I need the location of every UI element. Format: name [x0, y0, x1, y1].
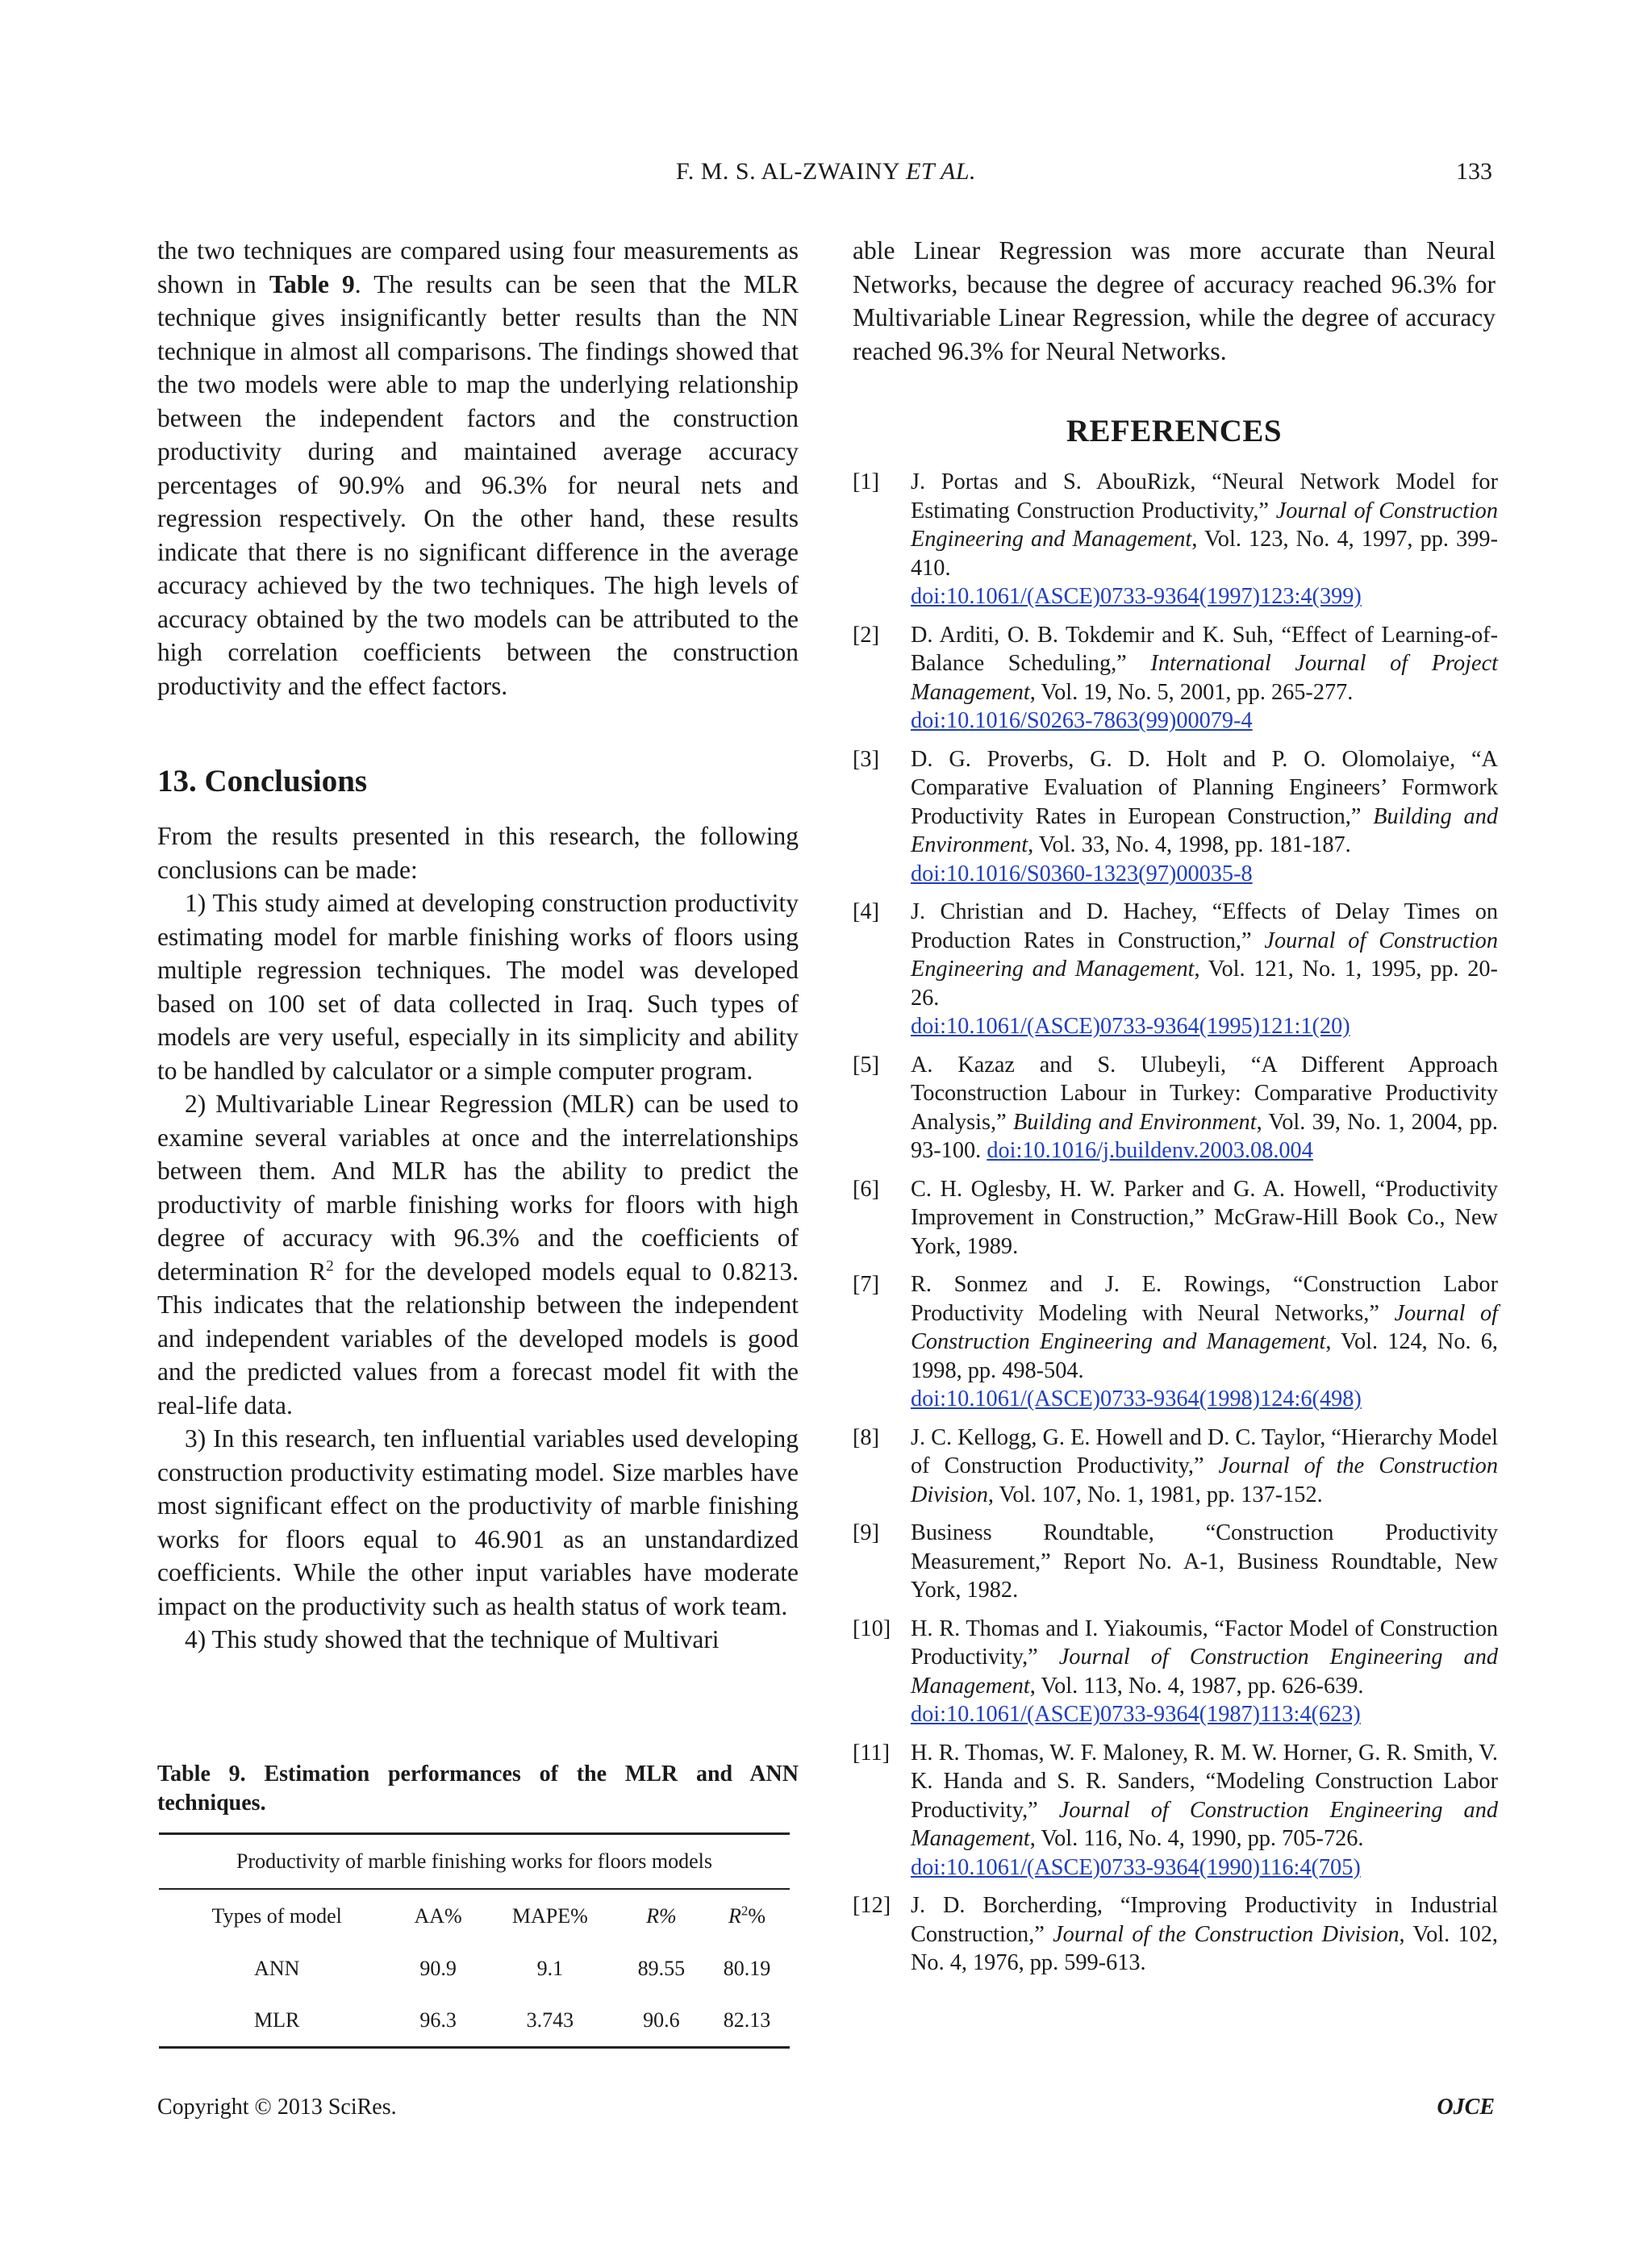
reference-number: [11]	[853, 1740, 891, 1766]
reference-doi-link[interactable]: doi:10.1061/(ASCE)0733-9364(1990)116:4(705)	[911, 1854, 1361, 1880]
reference-doi-link[interactable]: doi:10.1061/(ASCE)0733-9364(1998)124:6(498)	[911, 1386, 1362, 1411]
reference-journal: Journal of the Construction Division	[1053, 1921, 1400, 1947]
references-list	[853, 468, 1498, 1987]
reference-text: D. Arditi, O. B. Tokdemir and K. Suh, “Effect of Learning-of-Balance Scheduling,” International Journal of Project Management, Vol. 19, No. 5, 2001, pp. 265-277. doi:10.1016/S0263-7863(99)00079-4	[911, 622, 1498, 733]
table-caption: Table 9. Estimation performances of the MLR and ANN techniques.	[157, 1761, 799, 1816]
reference-journal: Building and Environment	[1012, 1109, 1257, 1135]
reference-number: [8]	[853, 1424, 879, 1450]
reference-journal: Journal of Construction Engineering and Management	[911, 1797, 1498, 1851]
reference-item	[853, 1270, 1498, 1414]
reference-text: J. D. Borcherding, “Improving Productivity in Industrial Construction,” Journal of the Construction Division, Vol. 102, No. 4, 1976, pp. 599-613.	[911, 1893, 1499, 1975]
reference-doi-link[interactable]: doi:10.1016/S0263-7863(99)00079-4	[911, 708, 1253, 733]
reference-text: D. G. Proverbs, G. D. Holt and P. O. Olomolaiye, “A Comparative Evaluation of Planning Engineers’ Formwork Productivity Rates in European Construction,” Building and Environment, Vol. 33, No. 4, 1998, pp. 181-187. doi:10.1016/S0360-1323(97)00035-8	[911, 746, 1498, 886]
conclusions-body	[157, 819, 799, 1657]
conclusions-intro: From the results presented in this research, the following conclusions can be made:	[157, 822, 799, 884]
reference-item	[853, 1739, 1498, 1882]
running-header	[0, 158, 1652, 186]
reference-item	[853, 898, 1498, 1041]
reference-number: [2]	[853, 622, 879, 648]
reference-text: H. R. Thomas and I. Yiakoumis, “Factor Model of Construction Productivity,” Journal of Construction Engineering and Management, Vol. 113, No. 4, 1987, pp. 626-639. doi:10.1061/(ASCE)0733-9364(1987)113:4(623)	[911, 1616, 1498, 1727]
reference-journal: Journal of Construction Engineering and Management	[911, 928, 1498, 982]
reference-item	[853, 1519, 1498, 1605]
reference-item	[853, 1424, 1498, 1510]
conclusion-1: 1) This study aimed at developing construction productivity estimating model for marble finishing works of floors using multiple regression techniques. The model was developed based on 100 set of data collected in Iraq. Such types of models are very useful, especially in its simplicity and ability to be handled by calculator or a simple computer program.	[157, 889, 799, 1085]
reference-journal: Journal of Construction Engineering and Management	[911, 1645, 1498, 1699]
reference-item	[853, 468, 1498, 611]
header-et-al: ET AL.	[906, 158, 977, 185]
reference-number: [1]	[853, 469, 879, 494]
reference-number: [9]	[853, 1520, 879, 1545]
reference-item	[853, 621, 1498, 736]
reference-text: J. C. Kellogg, G. E. Howell and D. C. Taylor, “Hierarchy Model of Construction Productivity,” Journal of the Construction Division, Vol. 107, No. 1, 1981, pp. 137-152.	[911, 1424, 1499, 1507]
table-row: ANN 90.9 9.1 89.55 80.19	[254, 1957, 771, 1980]
header-authors: F. M. S. AL-ZWAINY	[675, 158, 900, 185]
footer-copyright: Copyright © 2013 SciRes.	[157, 2095, 397, 2120]
reference-text: A. Kazaz and S. Ulubeyli, “A Different Approach Toconstruction Labour in Turkey: Comparative Productivity Analysis,” Building and Environment, Vol. 39, No. 1, 2004, pp. 93-100. doi:10.1016/j.buildenv.2003.08.004	[911, 1052, 1499, 1163]
reference-number: [10]	[853, 1616, 891, 1641]
reference-number: [3]	[853, 746, 879, 772]
reference-item	[853, 1175, 1498, 1261]
section-title: 13. Conclusions	[157, 764, 368, 798]
col-header-type: Types of model	[211, 1904, 342, 1928]
reference-item	[853, 1051, 1498, 1165]
col-header-r2: $R^2\%$	[728, 1903, 766, 1928]
page-number: 133	[1456, 158, 1492, 185]
reference-item	[853, 1891, 1498, 1978]
reference-number: [12]	[853, 1893, 891, 1918]
reference-text: H. R. Thomas, W. F. Maloney, R. M. W. Horner, G. R. Smith, V. K. Handa and S. R. Sanders, “Modeling Construction Labor Productivity,” Journal of Construction Engineering and Management, Vol. 116, No. 4, 1990, pp. 705-726. doi:10.1061/(ASCE)0733-9364(1990)116:4(705)	[911, 1740, 1498, 1880]
reference-text: J. Christian and D. Hachey, “Effects of Delay Times on Production Rates in Construction,” Journal of Construction Engineering and Management, Vol. 121, No. 1, 1995, pp. 20-26. doi:10.1061/(ASCE)0733-9364(1995)121:1(20)	[911, 899, 1498, 1039]
reference-item	[853, 1615, 1498, 1729]
reference-text: Business Roundtable, “Construction Productivity Measurement,” Report No. A-1, Business Roundtable, New York, 1982.	[911, 1520, 1498, 1603]
reference-journal: Journal of Construction Engineering and Management	[911, 1300, 1498, 1354]
reference-number: [6]	[853, 1176, 879, 1202]
table-9-reference: Table 9	[269, 269, 355, 298]
conclusion-3: 3) In this research, ten influential variables used developing construction productivity estimating model. Size marbles have most significant effect on the productivity of marble finishing works for floors equal to 46.901 as an unstandardized coefficients. While the other input variables have moderate impact on the productivity such as health status of work team.	[157, 1424, 799, 1620]
reference-doi-link[interactable]: doi:10.1016/S0360-1323(97)00035-8	[911, 861, 1253, 886]
reference-doi-link[interactable]: doi:10.1061/(ASCE)0733-9364(1997)123:4(399)	[911, 584, 1362, 609]
references-title: REFERENCES	[1066, 414, 1283, 448]
reference-journal: Building and Environment	[911, 803, 1498, 857]
reference-text: R. Sonmez and J. E. Rowings, “Construction Labor Productivity Modeling with Neural Networks,” Journal of Construction Engineering and Management, Vol. 124, No. 6, 1998, pp. 498-504. doi:10.1061/(ASCE)0733-9364(1998)124:6(498)	[911, 1272, 1498, 1411]
col-header-r: R%	[646, 1904, 677, 1928]
reference-number: [4]	[853, 899, 879, 924]
col-header-aa: AA%	[414, 1904, 462, 1928]
reference-doi-link[interactable]: doi:10.1061/(ASCE)0733-9364(1987)113:4(623)	[911, 1702, 1361, 1727]
reference-text: J. Portas and S. AbouRizk, “Neural Network Model for Estimating Construction Productivity,” Journal of Construction Engineering and Management, Vol. 123, No. 4, 1997, pp. 399-410. doi:10.1061/(ASCE)0733-9364(1997)123:4(399)	[911, 469, 1498, 609]
reference-item	[853, 745, 1498, 889]
reference-doi-link[interactable]: doi:10.1016/j.buildenv.2003.08.004	[987, 1138, 1313, 1163]
table-row: MLR 96.3 3.743 90.6 82.13	[159, 1995, 790, 2048]
reference-journal: Journal of Construction Engineering and Management	[911, 498, 1498, 552]
table-title: Productivity of marble finishing works for floors models	[159, 1834, 790, 1890]
left-column-paragraph: the two techniques are compared using four measurements as shown in Table 9. The results can be seen that the MLR technique gives insignificantly better results than the NN technique in almost all comparisons. The findings showed that the two models were able to map the underlying relationship between the independent factors and the construction productivity during and maintained average accuracy percentages of 90.9% and 96.3% for neural nets and regression respectively. On the other hand, these results indicate that there is no significant difference in the average accuracy achieved by the two techniques. The high levels of accuracy obtained by the two models can be attributed to the high correlation coefficients between the construction productivity and the effect factors.	[157, 236, 799, 700]
table-9	[159, 1832, 790, 2049]
reference-number: [7]	[853, 1272, 879, 1297]
right-column-continuation: able Linear Regression was more accurate than Neural Networks, because the degree of accuracy reached 96.3% for Multivariable Linear Regression, while the degree of accuracy reached 96.3% for Neural Networks.	[853, 236, 1496, 365]
reference-journal: International Journal of Project Management	[911, 651, 1498, 705]
reference-number: [5]	[853, 1052, 879, 1078]
reference-journal: Journal of the Construction Division	[911, 1453, 1498, 1507]
reference-doi-link[interactable]: doi:10.1061/(ASCE)0733-9364(1995)121:1(20)	[911, 1014, 1350, 1039]
conclusion-2: 2) Multivariable Linear Regression (MLR) can be used to examine several variables at once and the interrelationships between them. And MLR has the ability to predict the productivity of marble finishing works for floors with high degree of accuracy with 96.3% and the coefficients of determination $R^2$ for the developed models equal to 0.8213. This indicates that the relationship between the independent and independent variables of the developed models is good and the predicted values from a forecast model fit with the real-life data.	[157, 1090, 799, 1420]
col-header-mape: MAPE%	[511, 1904, 588, 1928]
table-header-row	[159, 1889, 790, 1943]
conclusion-4: 4) This study showed that the technique of Multivari	[185, 1625, 720, 1653]
footer-journal: OJCE	[1437, 2095, 1495, 2120]
reference-text: C. H. Oglesby, H. W. Parker and G. A. Howell, “Productivity Improvement in Construction,” McGraw-Hill Book Co., New York, 1989.	[911, 1176, 1498, 1259]
